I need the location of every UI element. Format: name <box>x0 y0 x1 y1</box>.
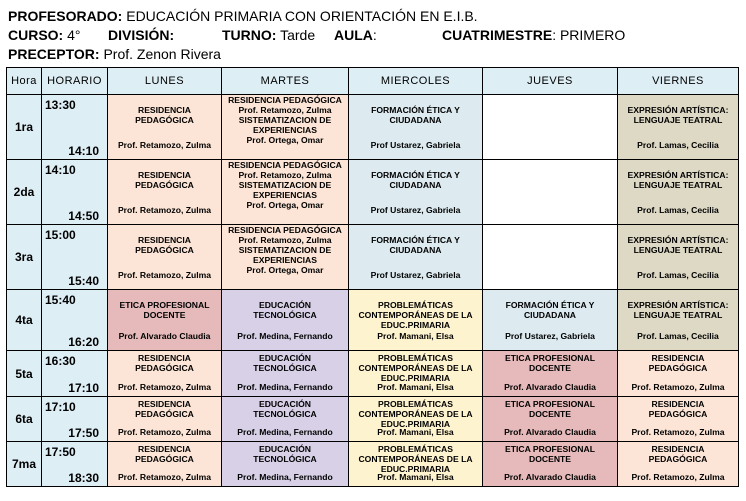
horario-cell <box>42 290 108 351</box>
class-cell-viernes <box>618 160 739 225</box>
teacher-name-2: Prof. Ortega, Omar <box>246 200 324 210</box>
subject-name: RESIDENCIA PEDAGÓGICA <box>648 399 708 419</box>
teacher-name: Prof. Lamas, Cecilia <box>637 140 719 150</box>
teacher-name: Prof. Retamozo, Zulma <box>117 382 212 392</box>
teacher-name: Prof Ustarez, Gabriela <box>370 270 461 280</box>
subject-name: FORMACIÓN ÉTICA Y CIUDADANA <box>505 300 595 320</box>
class-cell-viernes <box>618 351 739 397</box>
horario-end: 17:50 <box>68 426 99 440</box>
curso-label: CURSO: <box>8 27 64 43</box>
subject-name: PROBLEMÁTICAS CONTEMPORÁNEAS DE LA EDUC.PRIMARIA <box>358 444 473 474</box>
teacher-name: Prof. Alvarado Claudia <box>504 472 596 482</box>
teacher-name: Prof. Retamozo, Zulma <box>117 205 212 215</box>
horario-start: 15:00 <box>45 228 76 242</box>
horario-start: 17:50 <box>45 445 76 459</box>
class-cell-viernes <box>618 95 739 160</box>
subject-name: ETICA PROFESIONAL DOCENTE <box>505 353 595 373</box>
class-cell-lunes <box>108 442 222 487</box>
preceptor-value: Prof. Zenon Rivera <box>103 46 221 62</box>
subject-name: RESIDENCIA PEDAGÓGICA <box>135 399 194 419</box>
subject-name: EDUCACIÓN TECNOLÓGICA <box>253 300 317 320</box>
horario-start: 14:10 <box>45 163 76 177</box>
horario-end: 16:20 <box>68 335 99 349</box>
class-cell-jueves <box>483 225 618 290</box>
horario-end: 15:40 <box>68 274 99 288</box>
teacher-name-2: Prof. Ortega, Omar <box>246 135 324 145</box>
subject-name-2: SISTEMATIZACION DE EXPERIENCIAS <box>238 180 332 200</box>
hora-cell: 2da <box>7 160 42 225</box>
teacher-name: Prof. Retamozo, Zulma <box>117 270 212 280</box>
subject-name: EDUCACIÓN TECNOLÓGICA <box>253 353 317 373</box>
horario-cell <box>42 95 108 160</box>
table-row <box>7 225 739 290</box>
teacher-name: Prof Ustarez, Gabriela <box>370 140 461 150</box>
horario-cell <box>42 397 108 442</box>
class-cell-lunes <box>108 290 222 351</box>
teacher-name: Prof. Retamozo, Zulma <box>238 235 332 245</box>
subject-name: RESIDENCIA PEDAGÓGICA <box>228 95 342 105</box>
class-cell-jueves <box>483 397 618 442</box>
subject-name: RESIDENCIA PEDAGÓGICA <box>135 353 194 373</box>
col-header-martes: MARTES <box>222 68 349 95</box>
subject-name: RESIDENCIA PEDAGÓGICA <box>228 160 342 170</box>
horario-start: 13:30 <box>45 98 76 112</box>
class-cell-viernes <box>618 225 739 290</box>
subject-name: RESIDENCIA PEDAGÓGICA <box>135 444 194 464</box>
subject-name: EDUCACIÓN TECNOLÓGICA <box>253 444 317 464</box>
class-cell-jueves <box>483 442 618 487</box>
subject-name: EXPRESIÓN ARTÍSTICA: LENGUAJE TEATRAL <box>627 235 729 255</box>
teacher-name: Prof. Retamozo, Zulma <box>631 382 725 392</box>
class-cell-lunes <box>108 225 222 290</box>
class-cell-lunes <box>108 351 222 397</box>
cuatrimestre-label: CUATRIMESTRE <box>442 27 553 43</box>
class-cell-martes <box>222 442 349 487</box>
teacher-name: Prof. Retamozo, Zulma <box>238 170 332 180</box>
class-cell-miercoles <box>349 225 483 290</box>
col-header-viernes: VIERNES <box>618 68 739 95</box>
teacher-name: Prof. Retamozo, Zulma <box>117 140 212 150</box>
horario-cell <box>42 225 108 290</box>
subject-name: RESIDENCIA PEDAGÓGICA <box>648 353 708 373</box>
class-cell-martes <box>222 95 349 160</box>
subject-name: RESIDENCIA PEDAGÓGICA <box>135 170 194 190</box>
class-cell-martes <box>222 351 349 397</box>
col-header-horario: HORARIO <box>42 68 108 95</box>
subject-name: RESIDENCIA PEDAGÓGICA <box>648 444 708 464</box>
teacher-name: Prof. Retamozo, Zulma <box>117 427 212 437</box>
class-cell-jueves <box>483 290 618 351</box>
horario-end: 14:10 <box>68 144 99 158</box>
teacher-name: Prof. Lamas, Cecilia <box>637 331 719 341</box>
subject-name-2: SISTEMATIZACION DE EXPERIENCIAS <box>238 115 332 135</box>
subject-name: RESIDENCIA PEDAGÓGICA <box>228 225 342 235</box>
table-row <box>7 397 739 442</box>
teacher-name: Prof. Lamas, Cecilia <box>637 205 719 215</box>
class-cell-viernes <box>618 290 739 351</box>
aula-value: : <box>372 27 377 43</box>
horario-start: 17:10 <box>45 400 76 414</box>
class-cell-martes <box>222 290 349 351</box>
hora-cell: 1ra <box>7 95 42 160</box>
profesorado-value: EDUCACIÓN PRIMARIA CON ORIENTACIÓN EN E.I.B. <box>126 8 478 24</box>
header-preceptor <box>8 46 221 63</box>
table-row <box>7 442 739 487</box>
teacher-name: Prof. Retamozo, Zulma <box>117 472 212 482</box>
class-cell-lunes <box>108 95 222 160</box>
hora-cell: 5ta <box>7 351 42 397</box>
class-cell-lunes <box>108 160 222 225</box>
subject-name: ETICA PROFESIONAL DOCENTE <box>505 444 595 464</box>
teacher-name: Prof. Retamozo, Zulma <box>631 427 725 437</box>
subject-name: EXPRESIÓN ARTÍSTICA: LENGUAJE TEATRAL <box>627 300 729 320</box>
subject-name: FORMACIÓN ÉTICA Y CIUDADANA <box>371 235 460 255</box>
subject-name: ETICA PROFESIONAL DOCENTE <box>119 300 210 320</box>
teacher-name: Prof. Medina, Fernando <box>237 382 333 392</box>
teacher-name-2: Prof. Ortega, Omar <box>246 265 324 275</box>
table-row <box>7 290 739 351</box>
subject-name: PROBLEMÁTICAS CONTEMPORÁNEAS DE LA EDUC.PRIMARIA <box>358 399 473 429</box>
subject-name: EXPRESIÓN ARTÍSTICA: LENGUAJE TEATRAL <box>627 105 729 125</box>
teacher-name: Prof. Retamozo, Zulma <box>238 105 332 115</box>
col-header-miercoles: MIERCOLES <box>349 68 483 95</box>
class-cell-martes <box>222 397 349 442</box>
hora-cell: 6ta <box>7 397 42 442</box>
header-curso-line <box>8 27 738 44</box>
col-header-jueves: JUEVES <box>483 68 618 95</box>
teacher-name: Prof. Medina, Fernando <box>237 472 333 482</box>
profesorado-label: PROFESORADO: <box>8 8 123 24</box>
class-cell-martes <box>222 225 349 290</box>
teacher-name: Prof Ustarez, Gabriela <box>370 205 461 215</box>
teacher-name: Prof. Mamani, Elsa <box>377 472 454 482</box>
schedule-table <box>6 67 739 487</box>
class-cell-viernes <box>618 442 739 487</box>
class-cell-jueves <box>483 95 618 160</box>
subject-name: FORMACIÓN ÉTICA Y CIUDADANA <box>371 170 460 190</box>
subject-name: PROBLEMÁTICAS CONTEMPORÁNEAS DE LA EDUC.PRIMARIA <box>358 300 473 330</box>
header-profesorado <box>8 8 478 25</box>
cuatrimestre-value: : PRIMERO <box>552 27 626 43</box>
turno-value: Tarde <box>280 27 316 43</box>
subject-name: EXPRESIÓN ARTÍSTICA: LENGUAJE TEATRAL <box>627 170 729 190</box>
teacher-name: Prof Ustarez, Gabriela <box>505 331 595 341</box>
class-cell-miercoles <box>349 351 483 397</box>
subject-name: PROBLEMÁTICAS CONTEMPORÁNEAS DE LA EDUC.PRIMARIA <box>358 353 473 383</box>
turno-label: TURNO: <box>222 27 277 43</box>
horario-start: 16:30 <box>45 354 76 368</box>
table-row <box>7 351 739 397</box>
teacher-name: Prof. Medina, Fernando <box>237 331 333 341</box>
class-cell-viernes <box>618 397 739 442</box>
teacher-name: Prof. Retamozo, Zulma <box>631 472 725 482</box>
curso-value: 4° <box>67 27 81 43</box>
subject-name: RESIDENCIA PEDAGÓGICA <box>135 105 194 125</box>
horario-cell <box>42 160 108 225</box>
class-cell-miercoles <box>349 290 483 351</box>
subject-name-2: SISTEMATIZACION DE EXPERIENCIAS <box>238 245 332 265</box>
preceptor-label: PRECEPTOR: <box>8 46 100 62</box>
table-row <box>7 160 739 225</box>
class-cell-miercoles <box>349 442 483 487</box>
subject-name: EDUCACIÓN TECNOLÓGICA <box>253 399 317 419</box>
hora-cell: 3ra <box>7 225 42 290</box>
hora-cell: 4ta <box>7 290 42 351</box>
teacher-name: Prof. Alvarado Claudia <box>504 382 596 392</box>
teacher-name: Prof. Alvarado Claudia <box>118 331 211 341</box>
teacher-name: Prof. Medina, Fernando <box>237 427 333 437</box>
teacher-name: Prof. Lamas, Cecilia <box>637 270 719 280</box>
subject-name: RESIDENCIA PEDAGÓGICA <box>135 235 194 255</box>
table-header-row <box>7 68 739 95</box>
class-cell-miercoles <box>349 95 483 160</box>
table-row <box>7 95 739 160</box>
horario-cell <box>42 442 108 487</box>
class-cell-lunes <box>108 397 222 442</box>
aula-label: AULA <box>334 27 373 43</box>
teacher-name: Prof. Mamani, Elsa <box>377 382 454 392</box>
horario-end: 17:10 <box>68 381 99 395</box>
teacher-name: Prof. Alvarado Claudia <box>504 427 596 437</box>
division-label: DIVISIÓN: <box>108 27 175 43</box>
class-cell-miercoles <box>349 160 483 225</box>
horario-end: 18:30 <box>68 471 99 485</box>
horario-cell <box>42 351 108 397</box>
subject-name: ETICA PROFESIONAL DOCENTE <box>505 399 595 419</box>
col-header-hora: Hora <box>7 68 42 95</box>
hora-cell: 7ma <box>7 442 42 487</box>
subject-name: FORMACIÓN ÉTICA Y CIUDADANA <box>371 105 460 125</box>
class-cell-jueves <box>483 351 618 397</box>
teacher-name: Prof. Mamani, Elsa <box>377 331 454 341</box>
horario-end: 14:50 <box>68 209 99 223</box>
col-header-lunes: LUNES <box>108 68 222 95</box>
class-cell-martes <box>222 160 349 225</box>
class-cell-miercoles <box>349 397 483 442</box>
horario-start: 15:40 <box>45 293 76 307</box>
class-cell-jueves <box>483 160 618 225</box>
teacher-name: Prof. Mamani, Elsa <box>377 427 454 437</box>
